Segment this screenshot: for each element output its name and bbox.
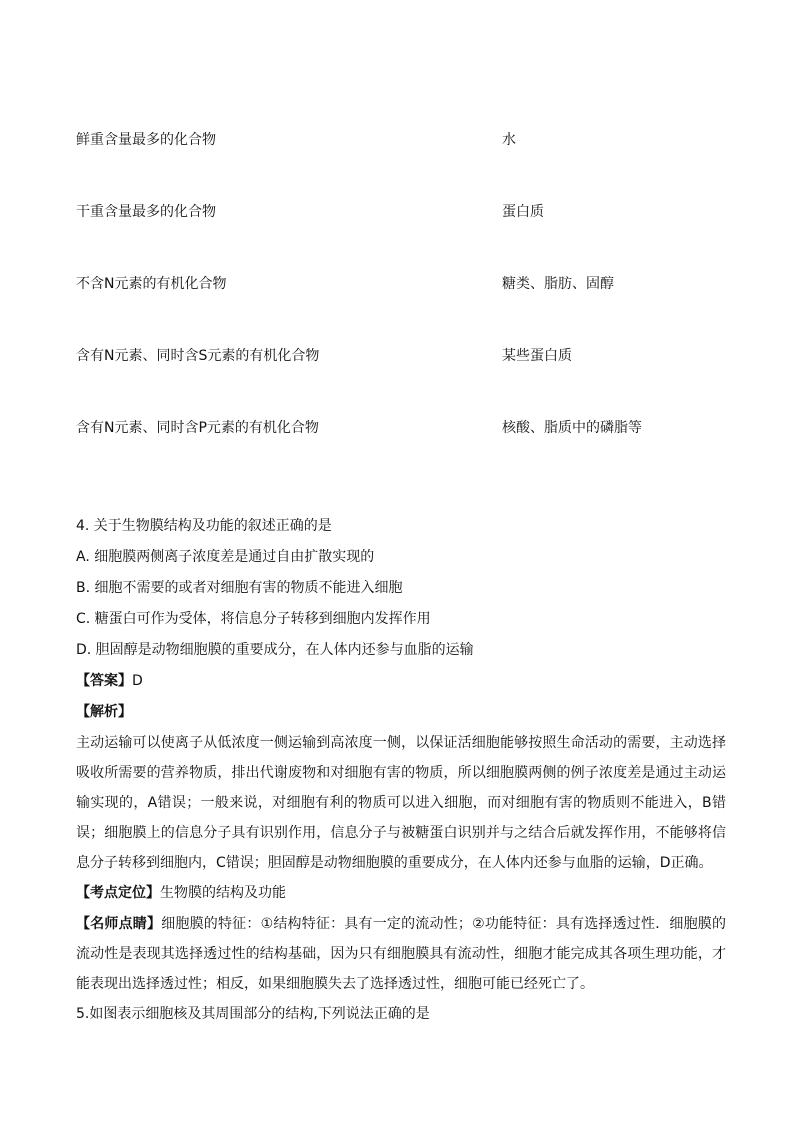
question-stem: 4. 关于生物膜结构及功能的叙述正确的是 xyxy=(76,518,332,534)
table-row xyxy=(76,336,736,408)
row-label: 干重含量最多的化合物 xyxy=(76,204,216,220)
row-label: 鲜重含量最多的化合物 xyxy=(76,132,216,148)
option-a: A. 细胞膜两侧离子浓度差是通过自由扩散实现的 xyxy=(76,549,375,565)
question-4-block xyxy=(76,511,726,1030)
row-label: 含有N元素、同时含S元素的有机化合物 xyxy=(76,348,320,364)
option-b: B. 细胞不需要的或者对细胞有害的物质不能进入细胞 xyxy=(76,580,403,596)
row-value: 核酸、脂质中的磷脂等 xyxy=(502,420,642,436)
row-value: 糖类、脂肪、固醇 xyxy=(502,276,614,292)
compound-table xyxy=(76,120,736,480)
row-label: 含有N元素、同时含P元素的有机化合物 xyxy=(76,420,319,436)
kaodian-text: 生物膜的结构及功能 xyxy=(160,885,286,901)
table-row xyxy=(76,408,736,480)
analysis-text: 主动运输可以使离子从低浓度一侧运输到高浓度一侧，以保证活细胞能够按照生命活动的需要，主动选择吸收所需要的营养物质，排出代谢废物和对细胞有害的物质，所以细胞膜两侧的例子浓度差是通过主动运输实现的，A错误；一般来说，对细胞有利的物质可以进入细胞，而对细胞有害的物质则不能进入，B错误；细胞膜上的信息分子具有识别作用，信息分子与被糖蛋白识别并与之结合后就发挥作用，不能够将信息分子转移到细胞内，C错误；胆固醇是动物细胞膜的重要成分，在人体内还参与血脂的运输，D正确。 xyxy=(76,735,726,871)
row-value: 某些蛋白质 xyxy=(502,348,572,364)
mingshi-tag: 【名师点睛】 xyxy=(76,916,162,932)
answer-value: D xyxy=(132,673,143,689)
kaodian-line xyxy=(76,878,726,909)
kaodian-tag: 【考点定位】 xyxy=(76,885,160,901)
table-row xyxy=(76,264,736,336)
row-label: 不含N元素的有机化合物 xyxy=(76,276,227,292)
row-value: 水 xyxy=(502,132,516,148)
option-c: C. 糖蛋白可作为受体，将信息分子转移到细胞内发挥作用 xyxy=(76,611,431,627)
table-row xyxy=(76,192,736,264)
row-value: 蛋白质 xyxy=(502,204,544,220)
question-5-stem: 5.如图表示细胞核及其周围部分的结构,下列说法正确的是 xyxy=(76,1006,430,1022)
analysis-tag: 【解析】 xyxy=(76,704,132,720)
table-row xyxy=(76,120,736,192)
mingshi-paragraph xyxy=(76,909,726,999)
answer-line xyxy=(76,666,726,697)
mingshi-text: 细胞膜的特征：①结构特征：具有一定的流动性；②功能特征：具有选择透过性．细胞膜的流动性是表现其选择透过性的结构基础，因为只有细胞膜具有流动性，细胞才能完成其各项生理功能，才能表现出选择透过性；相反，如果细胞膜失去了选择透过性，细胞可能已经死亡了。 xyxy=(76,916,726,992)
option-d: D. 胆固醇是动物细胞膜的重要成分，在人体内还参与血脂的运输 xyxy=(76,642,474,658)
answer-tag: 【答案】 xyxy=(76,673,132,689)
